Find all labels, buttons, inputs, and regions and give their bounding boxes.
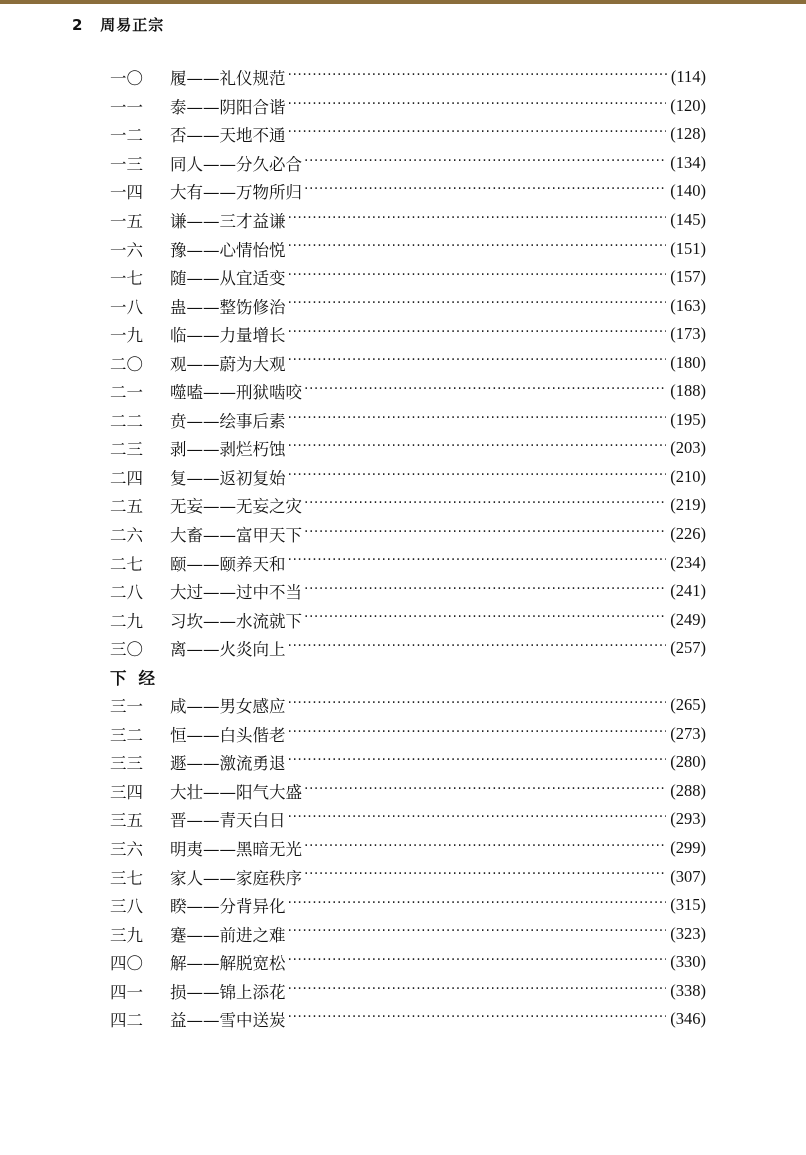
dot-leader: [288, 126, 667, 143]
dot-leader: [288, 754, 667, 771]
dot-leader: [304, 583, 666, 600]
toc-entry[interactable]: [110, 919, 706, 948]
toc-entry-number: 三二: [110, 725, 143, 745]
dot-leader: [288, 354, 667, 371]
dot-leader: [304, 183, 666, 200]
dot-leader: [288, 98, 667, 115]
toc-entry-title: 谦——三才益谦: [170, 212, 286, 231]
toc-entry[interactable]: [110, 348, 706, 377]
dot-leader: [304, 526, 666, 543]
toc-entry-page: (280): [670, 752, 706, 772]
toc-entry-number: 三三: [110, 754, 143, 774]
toc-entry-title: 损——锦上添花: [170, 982, 286, 1002]
toc-entry[interactable]: [110, 377, 706, 406]
toc-entry-title: 大有——万物所归: [170, 183, 302, 203]
toc-entry-number: 二九: [110, 611, 143, 631]
dot-leader: [304, 783, 666, 800]
toc-entry-number: 一二: [110, 126, 143, 146]
toc-entry-page: (299): [670, 838, 706, 858]
toc-entry[interactable]: [110, 577, 706, 606]
toc-entry-number: 二〇: [110, 354, 143, 374]
toc-entry-page: (219): [670, 495, 706, 515]
toc-entry-number: 一八: [110, 297, 143, 317]
toc-entry[interactable]: [110, 891, 706, 920]
toc-entry-page: (180): [670, 352, 706, 372]
toc-entry-page: (323): [670, 923, 706, 943]
toc-entry[interactable]: [110, 206, 706, 235]
dot-leader: [304, 383, 666, 400]
toc-entry[interactable]: [110, 805, 706, 834]
dot-leader: [288, 269, 667, 286]
toc-entry-page: (210): [670, 466, 706, 486]
toc-entry-page: (257): [670, 638, 706, 658]
toc-entry[interactable]: [110, 1005, 706, 1034]
toc-entry[interactable]: [110, 834, 706, 863]
toc-entry-page: (163): [670, 295, 706, 315]
toc-entry-title: 无妄——无妄之灾: [170, 497, 302, 517]
toc-entry-title: 离——火炎向上: [170, 640, 286, 660]
toc-entry-page: (273): [670, 723, 706, 743]
toc-entry-title: 恒——白头偕老: [170, 725, 286, 745]
toc-entry[interactable]: [110, 748, 706, 777]
toc-entry-number: 三七: [110, 868, 143, 888]
toc-entry-number: 一七: [110, 269, 143, 289]
toc-entry-title: 蛊——整饬修治: [170, 297, 286, 317]
toc-entry-page: (338): [670, 980, 706, 1000]
toc-entry-title: 益——雪中送炭: [170, 1011, 286, 1031]
toc-entry-number: 一一: [110, 97, 143, 117]
toc-entry[interactable]: [110, 862, 706, 891]
toc-entry-number: 三〇: [110, 640, 143, 660]
toc-entry-page: (346): [670, 1009, 706, 1029]
toc-entry-number: 四〇: [110, 954, 143, 974]
running-head: [72, 14, 164, 35]
dot-leader: [288, 412, 667, 429]
toc-entry[interactable]: [110, 234, 706, 263]
toc-entry-number: 一五: [110, 212, 143, 231]
toc-entry[interactable]: [110, 92, 706, 121]
page-number: 2: [72, 16, 84, 34]
toc-part-1: [110, 63, 706, 662]
toc-entry-title: 咸——男女感应: [170, 697, 286, 717]
dot-leader: [288, 297, 667, 314]
dot-leader: [288, 469, 667, 486]
toc-entry-page: (114): [670, 67, 706, 87]
toc-entry-title: 蹇——前进之难: [170, 925, 286, 945]
toc-entry-title: 解——解脱宽松: [170, 954, 286, 974]
dot-leader: [304, 611, 666, 628]
toc-entry-number: 四二: [110, 1011, 143, 1031]
toc-entry-page: (120): [670, 95, 706, 115]
dot-leader: [288, 212, 667, 229]
dot-leader: [288, 897, 667, 914]
dot-leader: [288, 983, 667, 1000]
section-heading-xia-jing: 下经: [110, 668, 167, 688]
toc-entry-title: 大壮——阳气大盛: [170, 782, 302, 802]
toc-entry-page: (241): [670, 581, 706, 601]
toc-entry-number: 一六: [110, 240, 143, 260]
toc-entry[interactable]: [110, 520, 706, 549]
toc-entry-number: 三五: [110, 811, 143, 831]
toc-entry-title: 明夷——黑暗无光: [170, 840, 302, 860]
toc-entry-title: 贲——绘事后素: [170, 411, 286, 431]
toc-entry[interactable]: [110, 777, 706, 806]
toc-entry-title: 大过——过中不当: [170, 583, 302, 603]
dot-leader: [288, 69, 667, 86]
dot-leader: [288, 554, 667, 571]
toc-entry-title: 随——从宜适变: [170, 269, 286, 289]
toc-entry-page: (226): [670, 524, 706, 544]
toc-entry-title: 大畜——富甲天下: [170, 526, 302, 546]
dot-leader: [304, 497, 666, 514]
toc-entry-title: 颐——颐养天和: [170, 554, 286, 574]
toc-entry-number: 三一: [110, 697, 143, 717]
dot-leader: [288, 925, 667, 942]
toc-entry[interactable]: [110, 691, 706, 720]
toc-entry-number: 三四: [110, 782, 143, 802]
table-of-contents: [110, 63, 706, 1034]
dot-leader: [288, 697, 667, 714]
toc-entry-page: (145): [670, 210, 706, 229]
toc-entry[interactable]: [110, 434, 706, 463]
toc-entry-page: (140): [670, 181, 706, 201]
toc-entry-title: 观——蔚为大观: [170, 354, 286, 374]
toc-entry-number: 二四: [110, 468, 143, 488]
toc-entry-number: 一三: [110, 154, 143, 174]
toc-entry-number: 二七: [110, 554, 143, 574]
dot-leader: [304, 868, 666, 885]
toc-entry[interactable]: [110, 177, 706, 206]
toc-entry-page: (315): [670, 895, 706, 915]
toc-entry-page: (203): [670, 438, 706, 458]
toc-entry-page: (265): [670, 695, 706, 715]
toc-entry[interactable]: [110, 720, 706, 749]
book-title: 周易正宗: [100, 16, 165, 34]
toc-entry-title: 同人——分久必合: [170, 154, 302, 174]
toc-entry-number: 二三: [110, 440, 143, 460]
toc-entry-title: 剥——剥烂朽蚀: [170, 440, 286, 460]
dot-leader: [288, 954, 667, 971]
dot-leader: [288, 811, 667, 828]
toc-entry-title: 睽——分背异化: [170, 897, 286, 917]
toc-entry-number: 一九: [110, 326, 143, 346]
toc-entry-title: 噬嗑——刑狱啮咬: [170, 383, 302, 403]
toc-entry-page: (188): [670, 381, 706, 401]
toc-entry[interactable]: [110, 63, 706, 92]
toc-entry-number: 二二: [110, 411, 143, 431]
toc-entry-page: (330): [670, 952, 706, 972]
toc-entry-page: (293): [670, 809, 706, 829]
dot-leader: [288, 326, 667, 343]
toc-entry-title: 临——力量增长: [170, 326, 286, 346]
toc-entry[interactable]: [110, 149, 706, 178]
toc-entry[interactable]: [110, 548, 706, 577]
toc-entry[interactable]: [110, 977, 706, 1006]
toc-entry-page: (234): [670, 552, 706, 572]
dot-leader: [288, 440, 667, 457]
toc-entry[interactable]: [110, 263, 706, 292]
toc-entry-number: 二八: [110, 583, 143, 603]
dot-leader: [304, 840, 666, 857]
toc-entry-page: (151): [670, 238, 706, 258]
top-border-bar: [0, 0, 806, 4]
toc-entry-page: (195): [670, 409, 706, 429]
toc-entry[interactable]: [110, 491, 706, 520]
toc-entry-title: 履——礼仪规范: [170, 69, 286, 89]
toc-entry-number: 四一: [110, 982, 143, 1002]
dot-leader: [288, 1011, 667, 1028]
toc-entry-title: 遯——激流勇退: [170, 754, 286, 774]
toc-entry[interactable]: [110, 634, 706, 663]
toc-entry[interactable]: [110, 291, 706, 320]
toc-entry[interactable]: [110, 320, 706, 349]
toc-entry-title: 泰——阴阳合谐: [170, 97, 286, 117]
toc-entry-page: (249): [670, 609, 706, 629]
toc-entry[interactable]: [110, 120, 706, 149]
toc-entry-title: 家人——家庭秩序: [170, 868, 302, 888]
dot-leader: [288, 726, 667, 743]
toc-entry-page: (307): [670, 866, 706, 886]
toc-entry-number: 三八: [110, 897, 143, 917]
toc-entry-number: 一〇: [110, 69, 143, 89]
toc-entry[interactable]: [110, 948, 706, 977]
toc-entry-number: 二一: [110, 383, 143, 403]
toc-entry[interactable]: [110, 605, 706, 634]
toc-entry-number: 一四: [110, 183, 143, 203]
dot-leader: [288, 240, 667, 257]
toc-entry-page: (128): [670, 124, 706, 144]
toc-entry-number: 二六: [110, 526, 143, 546]
toc-entry[interactable]: [110, 463, 706, 492]
toc-entry-title: 否——天地不通: [170, 126, 286, 146]
toc-entry-page: (134): [670, 152, 706, 172]
toc-entry-title: 复——返初复始: [170, 468, 286, 488]
toc-entry-page: (173): [670, 324, 706, 344]
toc-entry-page: (157): [670, 267, 706, 287]
toc-entry-title: 习坎——水流就下: [170, 611, 302, 631]
dot-leader: [304, 155, 666, 172]
toc-entry-number: 三六: [110, 840, 143, 860]
toc-entry-title: 晋——青天白日: [170, 811, 286, 831]
toc-entry[interactable]: [110, 406, 706, 435]
toc-entry-number: 三九: [110, 925, 143, 945]
dot-leader: [288, 640, 667, 657]
toc-entry-page: (288): [670, 780, 706, 800]
toc-entry-title: 豫——心情怡悦: [170, 240, 286, 260]
toc-part-2: [110, 691, 706, 1034]
toc-entry-number: 二五: [110, 497, 143, 517]
